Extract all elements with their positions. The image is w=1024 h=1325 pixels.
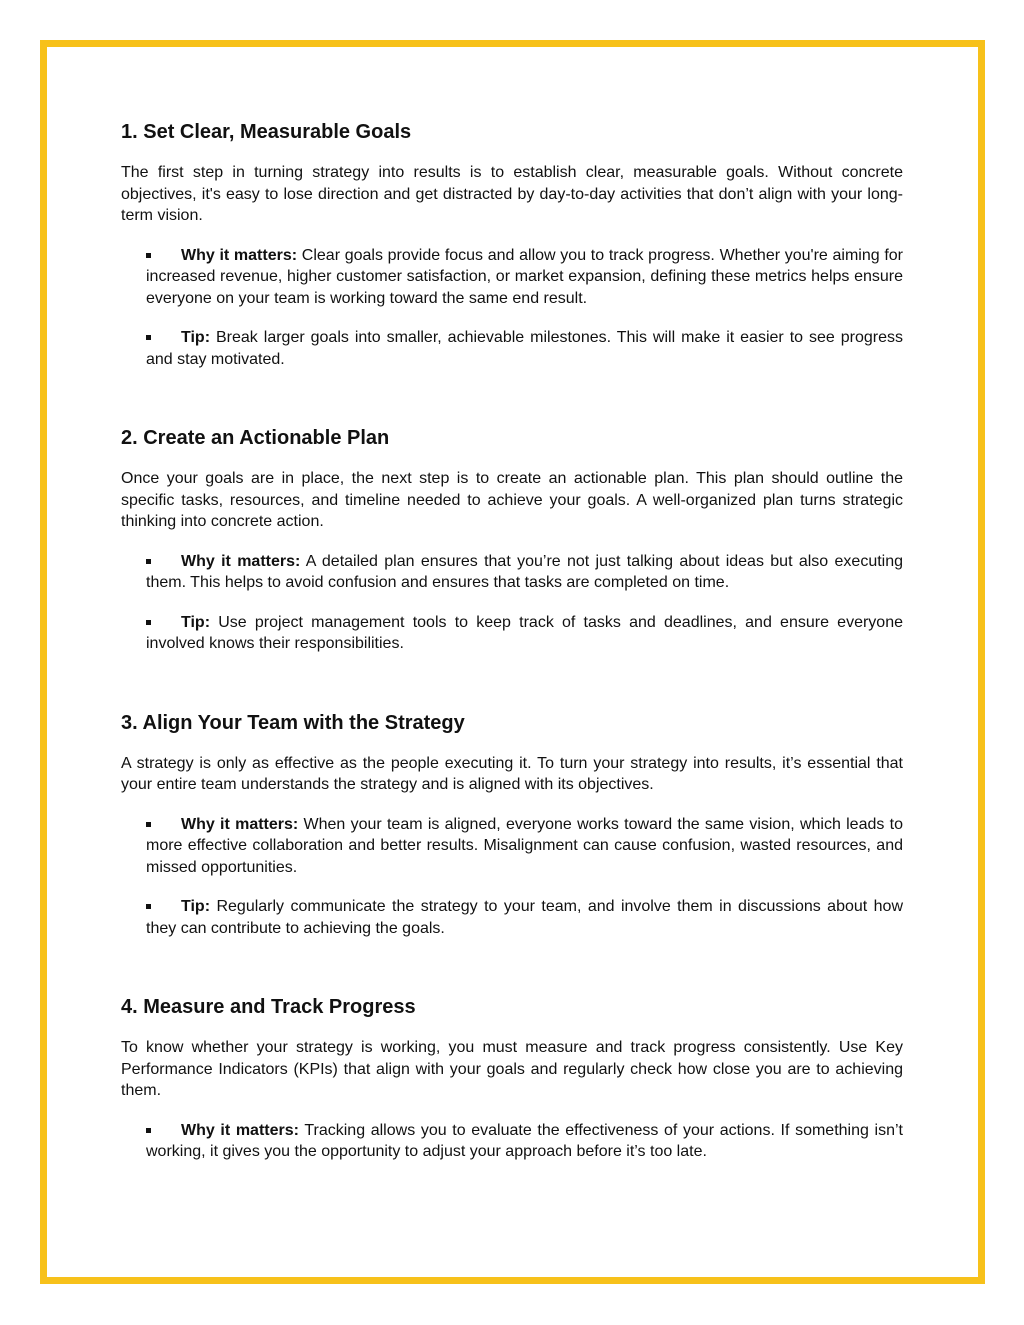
bullet-item-tip bbox=[121, 612, 903, 655]
square-bullet-icon bbox=[146, 904, 151, 909]
bullet-text bbox=[146, 551, 903, 594]
bullet-description: Break larger goals into smaller, achievable milestones. This will make it easier to see progress and stay motivated. bbox=[146, 329, 903, 368]
bullet-item-why-it-matters bbox=[121, 814, 903, 879]
square-bullet-icon bbox=[146, 253, 151, 258]
bullet-text bbox=[146, 1120, 903, 1163]
square-bullet-icon bbox=[146, 620, 151, 625]
section-measure-progress bbox=[121, 994, 903, 1163]
bullet-label: Tip: bbox=[181, 613, 211, 631]
bullet-description: Use project management tools to keep track of tasks and deadlines, and ensure everyone involved knows their responsibilities. bbox=[146, 613, 903, 652]
bullet-text bbox=[146, 814, 903, 879]
section-actionable-plan bbox=[121, 425, 903, 655]
section-heading: 3. Align Your Team with the Strategy bbox=[121, 711, 465, 734]
bullet-label: Tip: bbox=[181, 898, 211, 915]
section-paragraph: Once your goals are in place, the next step is to create an actionable plan. This plan should outline the specific tasks, resources, and timeline needed to achieve your goals. A well-organized plan turns strategic thinking into concrete action. bbox=[121, 470, 903, 530]
bullet-item-tip bbox=[121, 327, 903, 370]
bullet-text bbox=[146, 896, 903, 939]
square-bullet-icon bbox=[146, 1128, 151, 1133]
square-bullet-icon bbox=[146, 335, 151, 340]
bullet-description: A detailed plan ensures that you’re not just talking about ideas but also executing them. This helps to avoid confusion and ensures that tasks are completed on time. bbox=[146, 552, 904, 591]
bullet-description: Regularly communicate the strategy to your team, and involve them in discussions about how they can contribute to achieving the goals. bbox=[146, 898, 904, 937]
bullet-item-why-it-matters bbox=[121, 245, 903, 310]
bullet-text bbox=[146, 612, 903, 655]
bullet-list bbox=[121, 1120, 903, 1163]
section-set-clear-goals bbox=[121, 119, 903, 370]
bullet-description: Clear goals provide focus and allow you to track progress. Whether you're aiming for increased revenue, higher customer satisfaction, or market expansion, defining these metrics helps ensure everyone on your team is working toward the same end result. bbox=[146, 246, 904, 307]
bullet-item-why-it-matters bbox=[121, 1120, 903, 1163]
section-heading: 2. Create an Actionable Plan bbox=[121, 427, 390, 449]
section-paragraph: To know whether your strategy is working, you must measure and track progress consistently. Use Key Performance Indicators (KPIs) that align with your goals and regularly check how close you are to achieving them. bbox=[121, 1039, 903, 1099]
square-bullet-icon bbox=[146, 822, 151, 827]
bullet-description: When your team is aligned, everyone works toward the same vision, which leads to more effective collaboration and better results. Misalignment can cause confusion, wasted resources, and missed opportunities. bbox=[146, 815, 903, 876]
bullet-label: Why it matters: bbox=[181, 1121, 299, 1139]
bullet-label: Why it matters: bbox=[181, 246, 298, 264]
bullet-label: Why it matters: bbox=[181, 552, 301, 570]
section-align-team bbox=[121, 710, 903, 940]
bullet-list bbox=[121, 814, 903, 940]
bullet-list bbox=[121, 245, 903, 371]
section-heading: 4. Measure and Track Progress bbox=[121, 996, 416, 1018]
square-bullet-icon bbox=[146, 559, 151, 564]
bullet-description: Tracking allows you to evaluate the effectiveness of your actions. If something isn’t working, it gives you the opportunity to adjust your approach before it’s too late. bbox=[146, 1121, 903, 1160]
bullet-text bbox=[146, 245, 903, 310]
section-heading: 1. Set Clear, Measurable Goals bbox=[121, 121, 412, 143]
section-paragraph: A strategy is only as effective as the people executing it. To turn your strategy into results, it’s essential that your entire team understands the strategy and is aligned with its objectives. bbox=[121, 754, 903, 793]
bullet-list bbox=[121, 551, 903, 655]
bullet-item-why-it-matters bbox=[121, 551, 903, 594]
bullet-text bbox=[146, 327, 903, 370]
bullet-label: Why it matters: bbox=[181, 815, 299, 833]
section-paragraph: The first step in turning strategy into results is to establish clear, measurable goals. Without concrete objectives, it's easy to lose direction and get distracted by day-to-day activities that don’t align with your long-term vision. bbox=[121, 164, 903, 224]
document-content bbox=[121, 119, 903, 1163]
bullet-item-tip bbox=[121, 896, 903, 939]
bullet-label: Tip: bbox=[181, 329, 211, 346]
